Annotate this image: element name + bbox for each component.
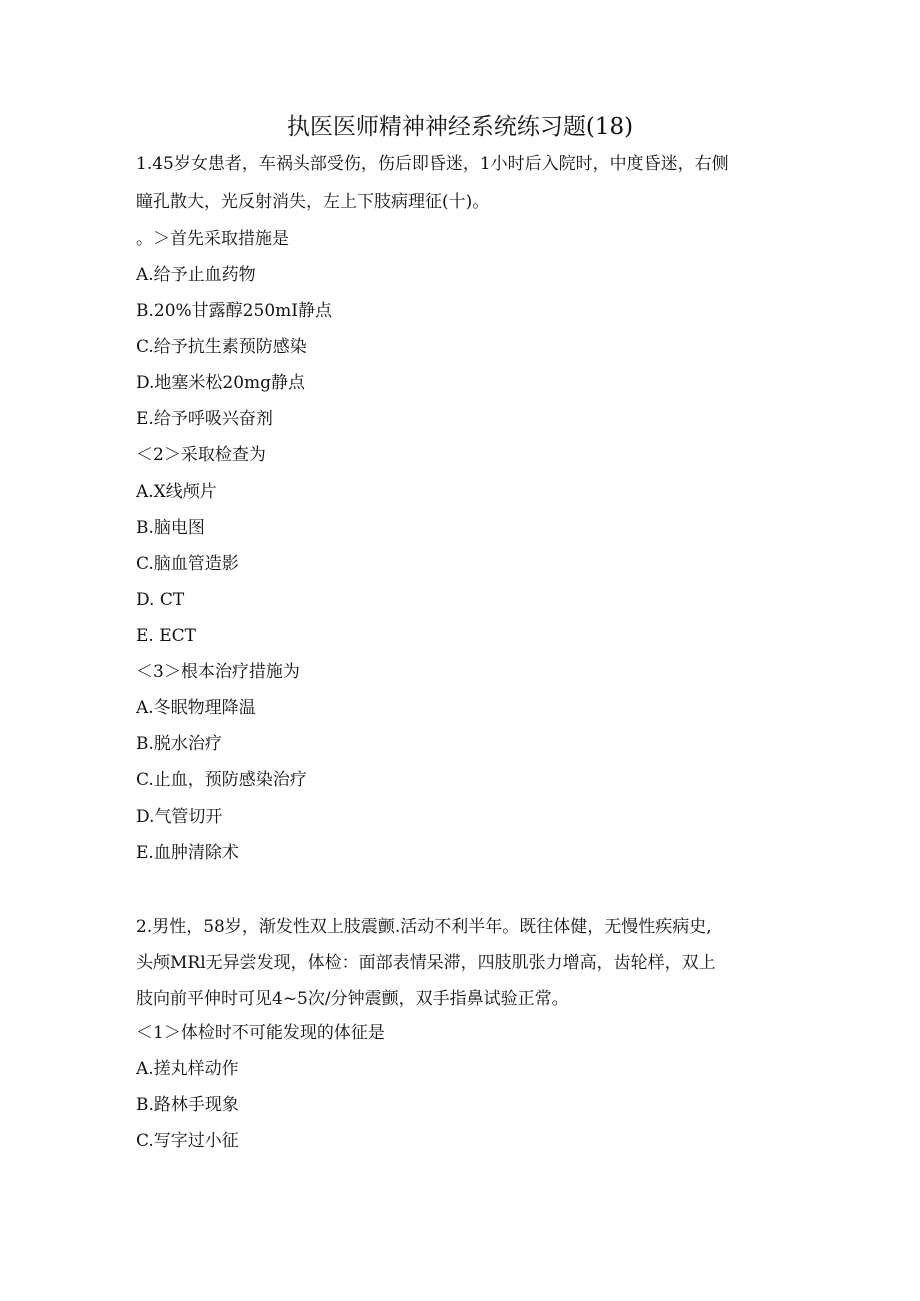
- q1-sub1-option-a: A.给予止血药物: [136, 265, 256, 285]
- q1-sub2-option-e: E. ECT: [136, 626, 196, 646]
- q2-sub1-prompt: ＜1＞体检时不可能发现的体征是: [136, 1023, 385, 1043]
- q1-sub3-option-c: C.止血，预防感染治疗: [136, 770, 307, 790]
- q1-sub3-option-e: E.血肿清除术: [136, 843, 239, 863]
- q1-sub1-option-c: C.给予抗生素预防感染: [136, 337, 307, 357]
- q2-stem-line-1: 2.男性，58岁，渐发性双上肢震颤.活动不利半年。既往体健，无慢性疾病史,: [136, 917, 712, 937]
- q2-stem-line-2: 头颅MRl无异尝发现，体检：面部表情呆滞，四肢肌张力增高，齿轮样，双上: [136, 953, 716, 973]
- q1-sub2-prompt: ＜2＞采取检查为: [136, 445, 266, 465]
- q1-sub1-option-b: B.20%甘露醇250mI静点: [136, 301, 332, 321]
- q2-sub1-option-c: C.写字过小征: [136, 1131, 239, 1151]
- q2-sub1-option-b: B.路林手现象: [136, 1095, 239, 1115]
- q1-sub3-option-d: D.气管切开: [136, 807, 223, 827]
- q1-sub3-option-a: A.冬眠物理降温: [136, 698, 256, 718]
- q1-sub3-prompt: ＜3＞根本治疗措施为: [136, 662, 300, 682]
- q1-stem-line-2: 瞳孔散大，光反射消失，左上下肢病理征(十)。: [136, 192, 490, 212]
- q1-sub1-prompt: 。＞首先采取措施是: [136, 229, 289, 249]
- q1-sub2-option-c: C.脑血管造影: [136, 554, 239, 574]
- q2-stem-line-3: 肢向前平伸时可见4~5次/分钟震颤，双手指鼻试验正常。: [136, 989, 569, 1009]
- q1-sub1-option-d: D.地塞米松20mg静点: [136, 373, 306, 393]
- q1-sub3-option-b: B.脱水治疗: [136, 734, 222, 754]
- q1-sub2-option-a: A.X线颅片: [136, 482, 217, 502]
- q1-stem-line-1: 1.45岁女患者，车祸头部受伤，伤后即昏迷，1小时后入院时，中度昏迷，右侧: [136, 154, 729, 174]
- q1-sub2-option-d: D. CT: [136, 590, 185, 610]
- q1-sub1-option-e: E.给予呼吸兴奋剂: [136, 409, 273, 429]
- q2-sub1-option-a: A.搓丸样动作: [136, 1059, 239, 1079]
- document-title: 执医医师精神神经系统练习题(18): [286, 114, 634, 140]
- q1-sub2-option-b: B.脑电图: [136, 518, 205, 538]
